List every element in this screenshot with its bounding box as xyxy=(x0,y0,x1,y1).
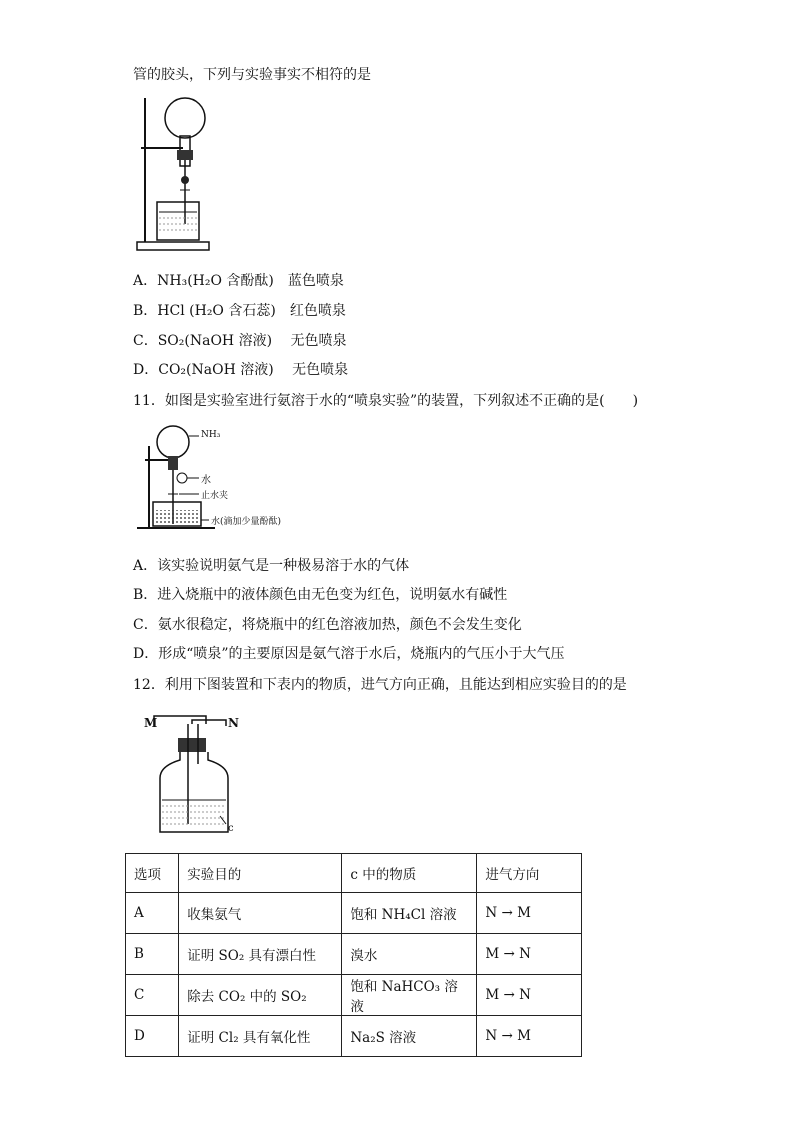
q11-stem: 11．如图是实验室进行氨溶于水的“喷泉实验”的装置，下列叙述不正确的是( ) xyxy=(133,393,639,409)
table-header-cell: 实验目的 xyxy=(179,854,342,893)
gas-washing-bottle-figure xyxy=(140,712,250,840)
table-cell: 饱和 NH₄Cl 溶液 xyxy=(342,893,477,934)
table-cell: M → N xyxy=(477,934,582,975)
label-m: M xyxy=(144,716,158,730)
table-cell: D xyxy=(126,1016,179,1057)
label-water: 水 xyxy=(201,475,211,486)
table-row xyxy=(126,1016,582,1057)
table-header-cell: 选项 xyxy=(126,854,179,893)
q11-option-a: A．该实验说明氨气是一种极易溶于水的气体 xyxy=(133,558,410,574)
label-nh3: NH₃ xyxy=(201,430,221,440)
table-header-row xyxy=(126,854,582,893)
label-clamp: 止水夹 xyxy=(201,491,229,501)
table-cell: 收集氨气 xyxy=(179,893,342,934)
table-row xyxy=(126,975,582,1016)
table-cell: M → N xyxy=(477,975,582,1016)
q12-stem: 12．利用下图装置和下表内的物质，进气方向正确，且能达到相应实验目的的是 xyxy=(133,677,627,693)
fountain-apparatus-figure xyxy=(135,94,215,254)
q10-option-c: C．SO₂(NaOH 溶液) 无色喷泉 xyxy=(133,333,347,349)
q11-option-c: C．氨水很稳定，将烧瓶中的红色溶液加热，颜色不会发生变化 xyxy=(133,617,522,633)
table-header-cell: c 中的物质 xyxy=(342,854,477,893)
table-cell: N → M xyxy=(477,893,582,934)
label-beaker: 水(滴加少量酚酞) xyxy=(211,517,282,527)
intro-line: 管的胶头，下列与实验事实不相符的是 xyxy=(133,67,371,83)
table-cell: 证明 SO₂ 具有漂白性 xyxy=(179,934,342,975)
q11-option-b: B．进入烧瓶中的液体颜色由无色变为红色，说明氨水有碱性 xyxy=(133,587,508,603)
table-cell: 溴水 xyxy=(342,934,477,975)
table-cell: B xyxy=(126,934,179,975)
table-cell: 除去 CO₂ 中的 SO₂ xyxy=(179,975,342,1016)
label-n: N xyxy=(228,716,239,730)
q10-option-b: B．HCl (H₂O 含石蕊) 红色喷泉 xyxy=(133,303,346,319)
q12-table xyxy=(125,853,582,1057)
q11-option-d: D．形成“喷泉”的主要原因是氨气溶于水后，烧瓶内的气压小于大气压 xyxy=(133,646,565,662)
q10-option-d: D．CO₂(NaOH 溶液) 无色喷泉 xyxy=(133,362,349,378)
table-cell: Na₂S 溶液 xyxy=(342,1016,477,1057)
table-cell: 证明 Cl₂ 具有氧化性 xyxy=(179,1016,342,1057)
table-row xyxy=(126,934,582,975)
table-cell: 饱和 NaHCO₃ 溶液 xyxy=(342,975,477,1016)
table-cell: N → M xyxy=(477,1016,582,1057)
q10-option-a: A．NH₃(H₂O 含酚酞) 蓝色喷泉 xyxy=(133,273,344,289)
table-cell: C xyxy=(126,975,179,1016)
label-c: c xyxy=(228,823,234,834)
table-header-cell: 进气方向 xyxy=(477,854,582,893)
table-row xyxy=(126,893,582,934)
table-cell: A xyxy=(126,893,179,934)
